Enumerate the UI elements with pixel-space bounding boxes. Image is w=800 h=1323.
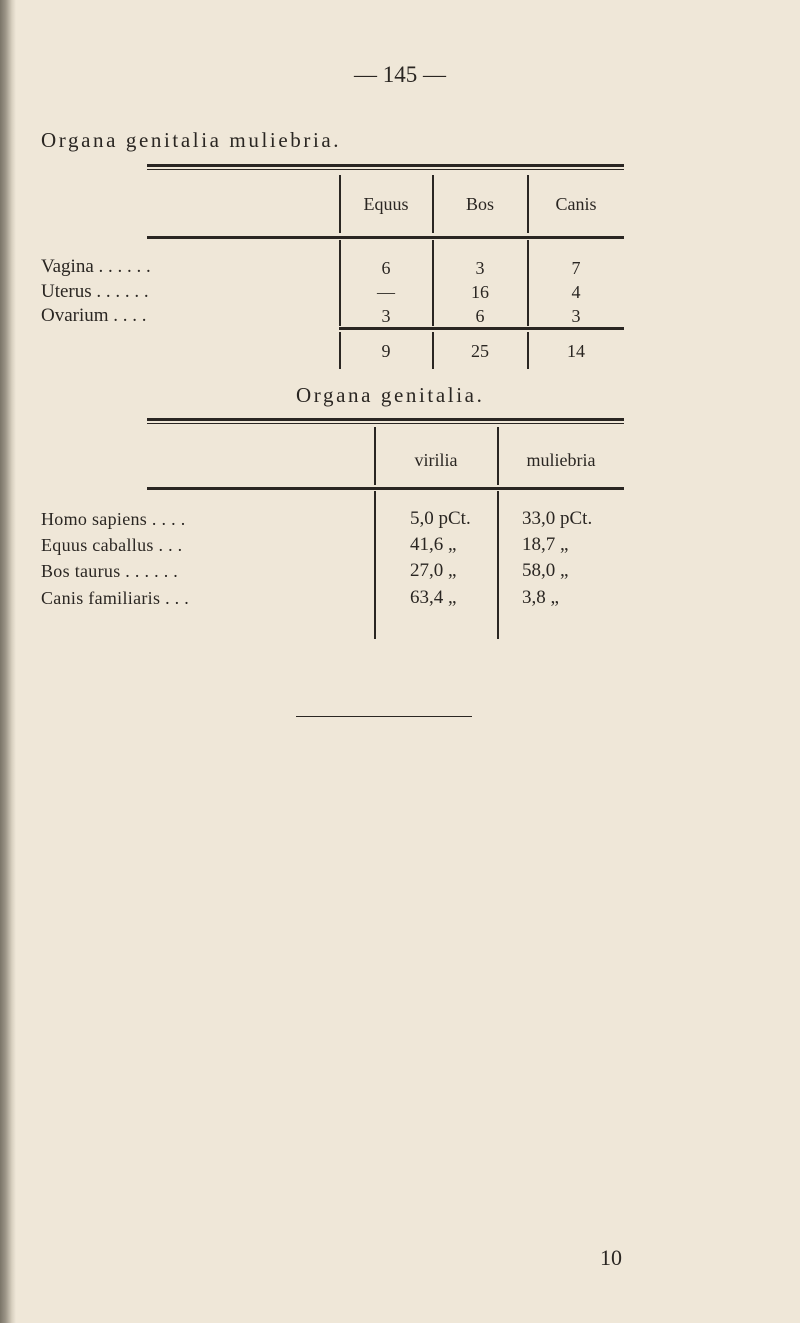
cell-virilia: 5,0 pCt. <box>410 508 471 529</box>
row-label: Bos taurus . . . . . . <box>41 561 179 581</box>
cell-muliebria: 3,8 „ <box>522 587 559 608</box>
row-label: Vagina . . . . . . <box>41 256 151 277</box>
total-value: 25 <box>471 341 489 361</box>
cell-muliebria: 18,7 „ <box>522 534 569 555</box>
table-top-rule <box>147 418 624 421</box>
header-rule <box>147 487 624 490</box>
cell-virilia: 27,0 „ <box>410 560 457 581</box>
column-header-equus: Equus <box>363 194 409 214</box>
page-number: 10 <box>600 1245 622 1270</box>
end-rule <box>296 716 472 717</box>
table-title: Organa genitalia muliebria. <box>41 128 342 152</box>
row-label: Equus caballus . . . <box>41 535 183 555</box>
cell-value: 4 <box>571 282 581 302</box>
cell-muliebria: 58,0 „ <box>522 560 569 581</box>
column-header-muliebria: muliebria <box>526 450 596 470</box>
table-top-rule <box>147 164 624 167</box>
row-label: Ovarium . . . . <box>41 305 147 326</box>
cell-virilia: 41,6 „ <box>410 534 457 555</box>
book-spine-edge <box>0 0 16 1323</box>
cell-virilia: 63,4 „ <box>410 587 457 608</box>
column-header-canis: Canis <box>555 194 597 214</box>
column-divider <box>374 491 376 639</box>
row-label: Uterus . . . . . . <box>41 281 149 302</box>
row-label: Canis familiaris . . . <box>41 588 190 608</box>
column-divider <box>497 491 499 639</box>
cell-muliebria: 33,0 pCt. <box>522 508 593 529</box>
totals-rule <box>339 327 624 330</box>
cell-value: 16 <box>471 282 489 302</box>
header-rule <box>147 236 624 239</box>
column-header-bos: Bos <box>465 194 494 214</box>
cell-value: — <box>377 282 395 302</box>
table-top-rule-thin <box>147 423 624 424</box>
cell-value: 3 <box>571 306 581 326</box>
total-value: 9 <box>381 341 391 361</box>
column-header-virilia: virilia <box>414 450 458 470</box>
table-title: Organa genitalia. <box>296 383 485 407</box>
cell-value: 6 <box>381 258 391 278</box>
cell-value: 3 <box>381 306 391 326</box>
row-label: Homo sapiens . . . . <box>41 509 186 529</box>
cell-value: 6 <box>475 306 485 326</box>
table-top-rule-thin <box>147 169 624 170</box>
cell-value: 3 <box>475 258 485 278</box>
total-value: 14 <box>567 341 585 361</box>
page-header: — 145 — <box>354 62 446 87</box>
cell-value: 7 <box>571 258 581 278</box>
